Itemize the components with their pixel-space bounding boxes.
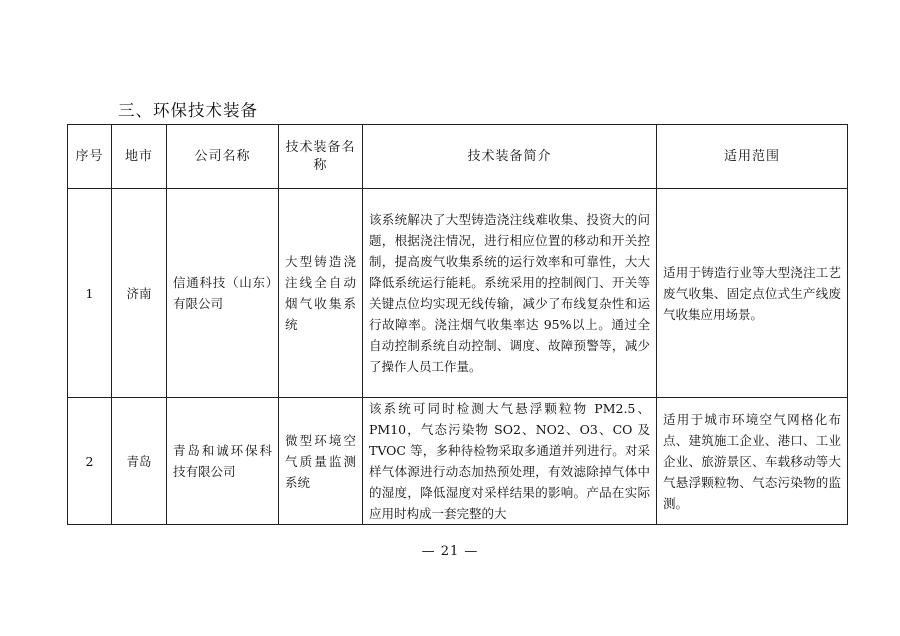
cell-equipment: 微型环境空气质量监测系统 xyxy=(279,398,363,525)
page-number: — 21 — xyxy=(421,544,479,559)
table-header-row xyxy=(68,125,848,189)
cell-city: 济南 xyxy=(112,189,167,398)
cell-scope: 适用于城市环境空气网格化布点、建筑施工企业、港口、工业企业、旅游景区、车载移动等大气悬浮颗粒物、气态污染物的监测。 xyxy=(657,398,848,525)
cell-no: 1 xyxy=(68,189,112,398)
header-city: 地市 xyxy=(112,125,167,189)
cell-company: 信通科技（山东）有限公司 xyxy=(167,189,279,398)
cell-company: 青岛和诚环保科技有限公司 xyxy=(167,398,279,525)
cell-scope: 适用于铸造行业等大型浇注工艺废气收集、固定点位式生产线废气收集应用场景。 xyxy=(657,189,848,398)
table-row xyxy=(68,189,848,398)
equipment-table xyxy=(67,124,848,525)
header-no: 序号 xyxy=(68,125,112,189)
section-title: 三、环保技术装备 xyxy=(118,101,258,120)
cell-description: 该系统可同时检测大气悬浮颗粒物 PM2.5、PM10，气态污染物 SO2、NO2、O3、CO 及 TVOC 等，多种待检物采取多通道并列进行。对采样气体源进行动态加热预处理，有效滤除掉气体中的湿度，降低湿度对采样结果的影响。产品在实际应用时构成一套完整的大 xyxy=(363,398,657,525)
header-company: 公司名称 xyxy=(167,125,279,189)
cell-description: 该系统解决了大型铸造浇注线难收集、投资大的问题，根据浇注情况，进行相应位置的移动和开关控制，提高废气收集系统的运行效率和可靠性，大大降低系统运行能耗。系统采用的控制阀门、开关等关键点位均实现无线传输，减少了布线复杂性和运行故障率。浇注烟气收集率达 95%以上。通过全自动控制系统自动控制、调度、故障预警等，减少了操作人员工作量。 xyxy=(363,189,657,398)
header-description: 技术装备简介 xyxy=(363,125,657,189)
cell-equipment: 大型铸造浇注线全自动烟气收集系统 xyxy=(279,189,363,398)
table-row xyxy=(68,398,848,525)
header-equipment: 技术装备名称 xyxy=(279,125,363,189)
header-scope: 适用范围 xyxy=(657,125,848,189)
cell-no: 2 xyxy=(68,398,112,525)
cell-city: 青岛 xyxy=(112,398,167,525)
